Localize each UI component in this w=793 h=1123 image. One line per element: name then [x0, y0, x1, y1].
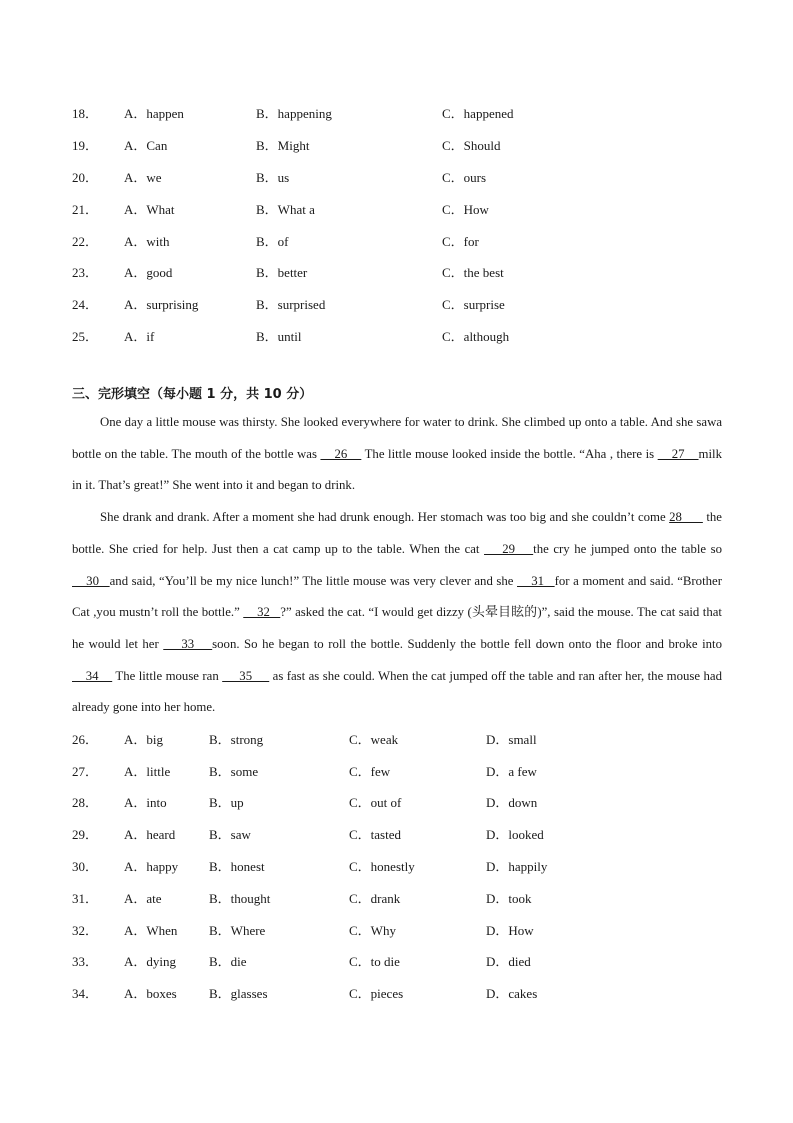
option-a[interactable]: A．happen	[124, 106, 184, 121]
option-c[interactable]: C．Why	[349, 923, 396, 938]
question-number: 28．	[72, 795, 99, 810]
question-26	[72, 729, 732, 749]
question-24	[72, 294, 732, 314]
option-b[interactable]: B．thought	[209, 891, 271, 906]
option-d[interactable]: D．How	[486, 923, 534, 938]
option-a[interactable]: A．good	[124, 265, 173, 280]
option-c[interactable]: C．few	[349, 764, 391, 779]
question-number: 21．	[72, 202, 99, 217]
option-a[interactable]: A．What	[124, 202, 175, 217]
blank-26[interactable]: 26	[320, 446, 362, 461]
option-a[interactable]: A．if	[124, 329, 155, 344]
option-a[interactable]: A．heard	[124, 827, 176, 842]
option-b[interactable]: B．die	[209, 954, 247, 969]
option-b[interactable]: B．Where	[209, 923, 266, 938]
option-a[interactable]: A．dying	[124, 954, 177, 969]
question-23	[72, 262, 732, 282]
option-b[interactable]: B．some	[209, 764, 259, 779]
question-20	[72, 167, 732, 187]
question-30	[72, 856, 732, 876]
option-b[interactable]: B．Might	[256, 138, 310, 153]
passage-paragraph-1: One day a little mouse was thirsty. She looked everywhere for water to drink. She climbed up onto a table. And she sawa bottle on the table. The mouth of the bottle was 26 The little mouse looked inside the bottle. “Aha , there is 27 milk in it. That’s great!” She went into it and began to drink.	[72, 415, 723, 493]
question-number: 19．	[72, 138, 99, 153]
blank-28[interactable]: 28	[669, 510, 703, 525]
option-a[interactable]: A．boxes	[124, 986, 177, 1001]
question-number: 30．	[72, 859, 99, 874]
question-number: 18．	[72, 106, 99, 121]
question-29	[72, 824, 732, 844]
blank-34[interactable]: 34	[72, 668, 113, 683]
cloze-passage	[72, 407, 722, 724]
question-22	[72, 231, 732, 251]
option-b[interactable]: B．strong	[209, 732, 264, 747]
option-a[interactable]: A．we	[124, 170, 162, 185]
question-27	[72, 761, 732, 781]
question-19	[72, 135, 732, 155]
question-33	[72, 951, 732, 971]
question-number: 29．	[72, 827, 99, 842]
option-d[interactable]: D．happily	[486, 859, 548, 874]
question-21	[72, 199, 732, 219]
question-number: 24．	[72, 297, 99, 312]
option-d[interactable]: D．took	[486, 891, 532, 906]
option-b[interactable]: B．saw	[209, 827, 251, 842]
question-number: 33．	[72, 954, 99, 969]
option-c[interactable]: C．the best	[442, 265, 504, 280]
question-25	[72, 326, 732, 346]
option-d[interactable]: D．died	[486, 954, 531, 969]
option-b[interactable]: B．happening	[256, 106, 332, 121]
option-a[interactable]: A．little	[124, 764, 171, 779]
question-number: 34．	[72, 986, 99, 1001]
option-c[interactable]: C．happened	[442, 106, 514, 121]
option-c[interactable]: C．to die	[349, 954, 400, 969]
option-d[interactable]: D．cakes	[486, 986, 538, 1001]
section-title: 三、完形填空（每小题 1 分，共 10 分）	[72, 387, 313, 402]
option-c[interactable]: C．How	[442, 202, 489, 217]
option-c[interactable]: C．drank	[349, 891, 401, 906]
option-c[interactable]: C．out of	[349, 795, 402, 810]
option-b[interactable]: B．honest	[209, 859, 265, 874]
option-c[interactable]: C．pieces	[349, 986, 404, 1001]
question-number: 22．	[72, 234, 99, 249]
blank-29[interactable]: 29	[484, 541, 534, 556]
option-c[interactable]: C．Should	[442, 138, 501, 153]
question-34	[72, 983, 732, 1003]
question-number: 23．	[72, 265, 99, 280]
option-b[interactable]: B．of	[256, 234, 289, 249]
option-c[interactable]: C．although	[442, 329, 510, 344]
blank-33[interactable]: 33	[163, 636, 213, 651]
option-c[interactable]: C．ours	[442, 170, 487, 185]
blank-27[interactable]: 27	[657, 446, 699, 461]
option-b[interactable]: B．What a	[256, 202, 315, 217]
option-a[interactable]: A．happy	[124, 859, 179, 874]
blank-32[interactable]: 32	[243, 605, 281, 620]
question-number: 31．	[72, 891, 99, 906]
question-number: 32．	[72, 923, 99, 938]
question-number: 26．	[72, 732, 99, 747]
question-number: 25．	[72, 329, 99, 344]
blank-35[interactable]: 35	[222, 668, 270, 683]
passage-paragraph-2: She drank and drank. After a moment she had drunk enough. Her stomach was too big and she couldn’t come 28 the bottle. She cried for help. Just then a cat camp up to the table. When the cat 29 the cry he jumped onto the table so 30 and said, “You’ll be my nice lunch!” The little mouse was very clever and she 31 for a moment and said. “Brother Cat ,you mustn’t roll the bottle.” 32 ?” asked the cat. “I would get dizzy (头晕目眩的)”, said the mouse. The cat said that he would let her 33 soon. So he began to roll the bottle. Suddenly the bottle fell down onto the floor and broke into 34 The little mouse ran 35 as fast as she could. When the cat jumped off the table and ran after her, the mouse had already gone into her home.	[72, 510, 723, 715]
option-b[interactable]: B．until	[256, 329, 302, 344]
option-b[interactable]: B．surprised	[256, 297, 326, 312]
option-b[interactable]: B．us	[256, 170, 290, 185]
option-c[interactable]: C．honestly	[349, 859, 415, 874]
question-number: 27．	[72, 764, 99, 779]
option-c[interactable]: C．for	[442, 234, 479, 249]
option-a[interactable]: A．surprising	[124, 297, 199, 312]
option-c[interactable]: C．weak	[349, 732, 399, 747]
blank-31[interactable]: 31	[517, 573, 555, 588]
option-c[interactable]: C．surprise	[442, 297, 505, 312]
question-32	[72, 920, 732, 940]
option-d[interactable]: D．looked	[486, 827, 544, 842]
option-a[interactable]: A．When	[124, 923, 178, 938]
option-a[interactable]: A．big	[124, 732, 164, 747]
question-18	[72, 103, 732, 123]
option-d[interactable]: D．small	[486, 732, 537, 747]
option-b[interactable]: B．better	[256, 265, 308, 280]
option-c[interactable]: C．tasted	[349, 827, 401, 842]
question-31	[72, 888, 732, 908]
option-a[interactable]: A．ate	[124, 891, 162, 906]
blank-30[interactable]: 30	[72, 573, 110, 588]
option-a[interactable]: A．with	[124, 234, 170, 249]
option-d[interactable]: D．a few	[486, 764, 537, 779]
option-b[interactable]: B．up	[209, 795, 244, 810]
option-b[interactable]: B．glasses	[209, 986, 268, 1001]
option-a[interactable]: A．into	[124, 795, 167, 810]
option-a[interactable]: A．Can	[124, 138, 168, 153]
question-28	[72, 792, 732, 812]
question-number: 20．	[72, 170, 99, 185]
option-d[interactable]: D．down	[486, 795, 538, 810]
